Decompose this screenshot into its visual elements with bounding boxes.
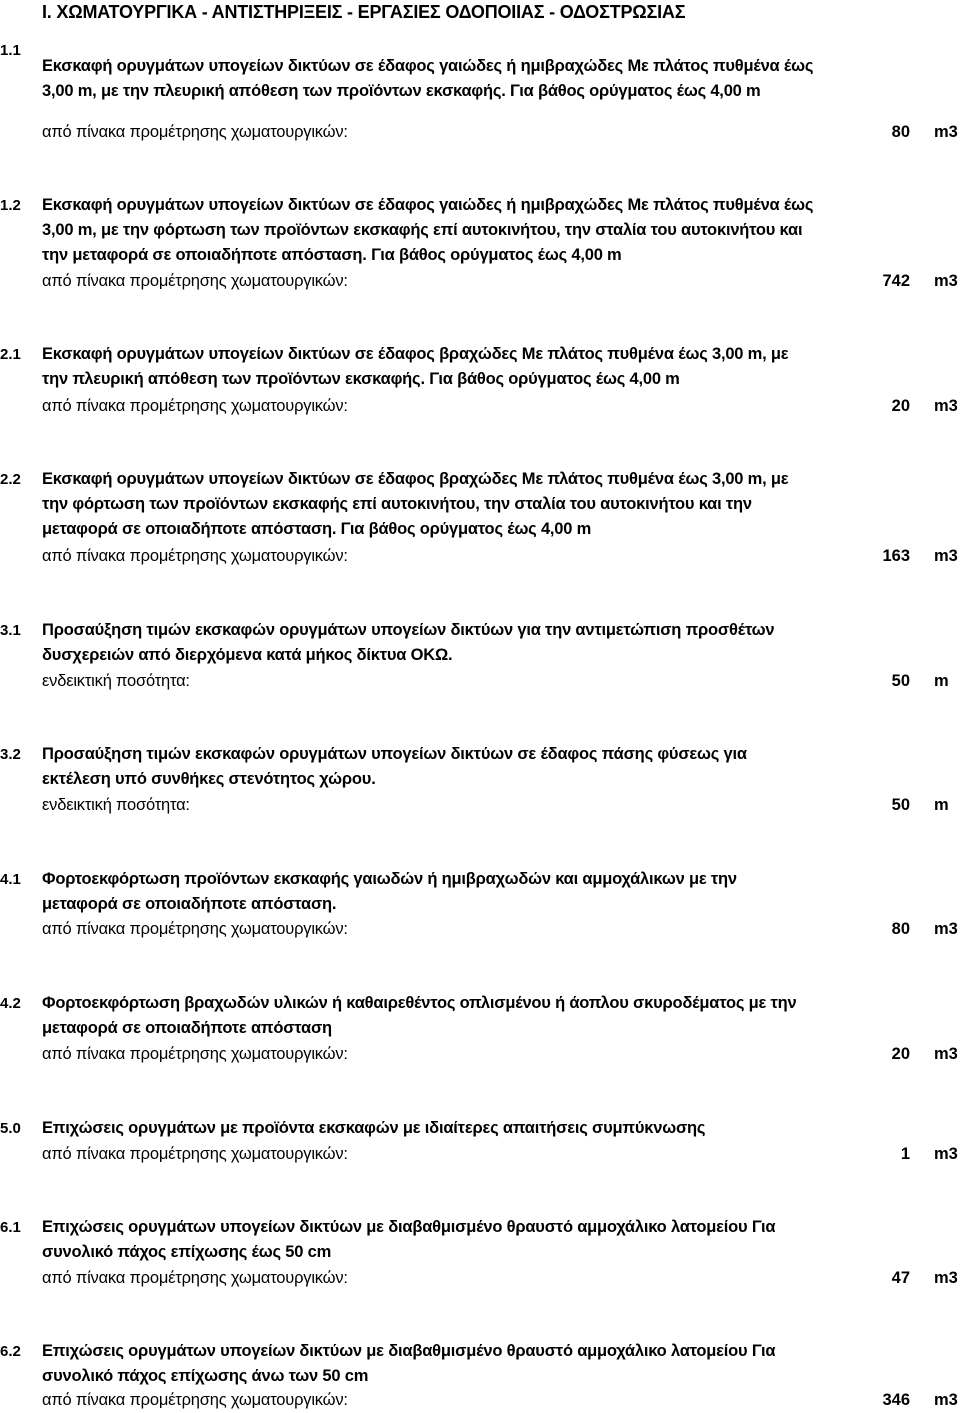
description-line: Εκσκαφή ορυγμάτων υπογείων δικτύων σε έδαφος βραχώδες Με πλάτος πυθμένα έως 3,00 m, με bbox=[42, 345, 789, 363]
quantity-unit: m bbox=[934, 672, 949, 690]
quantity-value: 163 bbox=[882, 547, 910, 565]
item-number: 3.1 bbox=[0, 622, 21, 639]
description-line: εκτέλεση υπό συνθήκες στενότητος χώρου. bbox=[42, 770, 376, 788]
quantity-unit: m3 bbox=[934, 397, 958, 415]
quantity-value: 346 bbox=[882, 1391, 910, 1409]
item-number: 6.1 bbox=[0, 1219, 21, 1236]
item-number: 3.2 bbox=[0, 746, 21, 763]
description-line: την φόρτωση των προϊόντων εκσκαφής επί αυτοκινήτου, την σταλία του αυτοκινήτου και την bbox=[42, 495, 752, 513]
item-description bbox=[42, 742, 832, 792]
quantity-unit: m3 bbox=[934, 123, 958, 141]
description-line: την μεταφορά σε οποιαδήποτε απόσταση. Για βάθος ορύγματος έως 4,00 m bbox=[42, 246, 622, 264]
description-line: Επιχώσεις ορυγμάτων με προϊόντα εκσκαφών με ιδιαίτερες απαιτήσεις συμπύκνωσης bbox=[42, 1119, 706, 1137]
item-description bbox=[42, 1116, 832, 1141]
quantity-label: από πίνακα προμέτρησης χωματουργικών: bbox=[42, 1269, 348, 1287]
item-number: 5.0 bbox=[0, 1120, 21, 1137]
quantity-value: 50 bbox=[891, 796, 910, 814]
description-line: 3,00 m, με την πλευρική απόθεση των προϊόντων εκσκαφής. Για βάθος ορύγματος έως 4,00 m bbox=[42, 82, 761, 100]
quantity-value: 47 bbox=[891, 1269, 910, 1287]
quantity-row bbox=[42, 1142, 960, 1166]
description-line: μεταφορά σε οποιαδήποτε απόσταση. bbox=[42, 895, 337, 913]
description-line: μεταφορά σε οποιαδήποτε απόσταση. Για βάθος ορύγματος έως 4,00 m bbox=[42, 520, 592, 538]
quantity-row bbox=[42, 120, 960, 144]
quantity-unit: m3 bbox=[934, 1145, 958, 1163]
quantity-value: 1 bbox=[900, 1145, 910, 1163]
description-line: συνολικό πάχος επίχωσης έως 50 cm bbox=[42, 1243, 332, 1261]
description-line: Φορτοεκφόρτωση προϊόντων εκσκαφής γαιωδών ή ημιβραχωδών και αμμοχάλικων με την bbox=[42, 870, 737, 888]
item-number: 4.1 bbox=[0, 871, 21, 888]
item-description bbox=[42, 618, 832, 668]
section-heading: I. ΧΩΜΑΤΟΥΡΓΙΚΑ - ΑΝΤΙΣΤΗΡΙΞΕΙΣ - ΕΡΓΑΣΙΕΣ ΟΔΟΠΟΙΙΑΣ - ΟΔΟΣΤΡΩΣΙΑΣ bbox=[42, 2, 686, 22]
description-line: Προσαύξηση τιμών εκσκαφών ορυγμάτων υπογείων δικτύων για την αντιμετώπιση προσθέτων bbox=[42, 621, 775, 639]
description-line: την πλευρική απόθεση των προϊόντων εκσκαφής. Για βάθος ορύγματος έως 4,00 m bbox=[42, 370, 680, 388]
item-description bbox=[42, 467, 832, 542]
description-line: Φορτοεκφόρτωση βραχωδών υλικών ή καθαιρεθέντος οπλισμένου ή άοπλου σκυροδέματος με την bbox=[42, 994, 797, 1012]
quantity-label: από πίνακα προμέτρησης χωματουργικών: bbox=[42, 123, 348, 141]
quantity-label: ενδεικτική ποσότητα: bbox=[42, 796, 190, 814]
item-number: 4.2 bbox=[0, 995, 21, 1012]
item-description bbox=[42, 54, 832, 104]
description-line: μεταφορά σε οποιαδήποτε απόσταση bbox=[42, 1019, 332, 1037]
item-description bbox=[42, 991, 832, 1041]
quantity-row bbox=[42, 669, 960, 693]
quantity-row bbox=[42, 793, 960, 817]
quantity-value: 80 bbox=[891, 123, 910, 141]
quantity-unit: m bbox=[934, 796, 949, 814]
description-line: συνολικό πάχος επίχωσης άνω των 50 cm bbox=[42, 1367, 369, 1385]
item-number: 2.2 bbox=[0, 471, 21, 488]
item-description bbox=[42, 342, 832, 392]
description-line: Εκσκαφή ορυγμάτων υπογείων δικτύων σε έδαφος γαιώδες ή ημιβραχώδες Με πλάτος πυθμένα έως bbox=[42, 196, 814, 214]
item-number: 1.1 bbox=[0, 42, 21, 59]
quantity-label: από πίνακα προμέτρησης χωματουργικών: bbox=[42, 1045, 348, 1063]
quantity-unit: m3 bbox=[934, 1391, 958, 1409]
quantity-unit: m3 bbox=[934, 920, 958, 938]
item-description bbox=[42, 1339, 832, 1389]
item-description bbox=[42, 193, 832, 268]
quantity-row bbox=[42, 917, 960, 941]
quantity-label: ενδεικτική ποσότητα: bbox=[42, 672, 190, 690]
quantity-label: από πίνακα προμέτρησης χωματουργικών: bbox=[42, 272, 348, 290]
quantity-row bbox=[42, 1266, 960, 1290]
description-line: Επιχώσεις ορυγμάτων υπογείων δικτύων με διαβαθμισμένο θραυστό αμμοχάλικο λατομείου Για bbox=[42, 1342, 776, 1360]
item-number: 1.2 bbox=[0, 197, 21, 214]
quantity-row bbox=[42, 544, 960, 568]
quantity-unit: m3 bbox=[934, 272, 958, 290]
item-description bbox=[42, 1215, 832, 1265]
item-number: 6.2 bbox=[0, 1343, 21, 1360]
quantity-value: 742 bbox=[882, 272, 910, 290]
quantity-value: 80 bbox=[891, 920, 910, 938]
item-number: 2.1 bbox=[0, 346, 21, 363]
description-line: Εκσκαφή ορυγμάτων υπογείων δικτύων σε έδαφος γαιώδες ή ημιβραχώδες Με πλάτος πυθμένα έως bbox=[42, 57, 814, 75]
quantity-label: από πίνακα προμέτρησης χωματουργικών: bbox=[42, 397, 348, 415]
quantity-value: 20 bbox=[891, 1045, 910, 1063]
quantity-row bbox=[42, 269, 960, 293]
quantity-row bbox=[42, 394, 960, 418]
description-line: Επιχώσεις ορυγμάτων υπογείων δικτύων με διαβαθμισμένο θραυστό αμμοχάλικο λατομείου Για bbox=[42, 1218, 776, 1236]
quantity-label: από πίνακα προμέτρησης χωματουργικών: bbox=[42, 920, 348, 938]
description-line: 3,00 m, με την φόρτωση των προϊόντων εκσκαφής επί αυτοκινήτου, την σταλία του αυτοκινήτου και bbox=[42, 221, 803, 239]
quantity-value: 50 bbox=[891, 672, 910, 690]
description-line: Εκσκαφή ορυγμάτων υπογείων δικτύων σε έδαφος βραχώδες Με πλάτος πυθμένα έως 3,00 m, με bbox=[42, 470, 789, 488]
quantity-unit: m3 bbox=[934, 547, 958, 565]
quantity-row bbox=[42, 1042, 960, 1066]
quantity-label: από πίνακα προμέτρησης χωματουργικών: bbox=[42, 1145, 348, 1163]
quantity-unit: m3 bbox=[934, 1045, 958, 1063]
description-line: δυσχερειών από διερχόμενα κατά μήκος δίκτυα ΟΚΩ. bbox=[42, 646, 453, 664]
description-line: Προσαύξηση τιμών εκσκαφών ορυγμάτων υπογείων δικτύων σε έδαφος πάσης φύσεως για bbox=[42, 745, 747, 763]
item-description bbox=[42, 867, 832, 917]
quantity-label: από πίνακα προμέτρησης χωματουργικών: bbox=[42, 547, 348, 565]
quantity-row bbox=[42, 1388, 960, 1412]
quantity-value: 20 bbox=[891, 397, 910, 415]
quantity-label: από πίνακα προμέτρησης χωματουργικών: bbox=[42, 1391, 348, 1409]
quantity-unit: m3 bbox=[934, 1269, 958, 1287]
